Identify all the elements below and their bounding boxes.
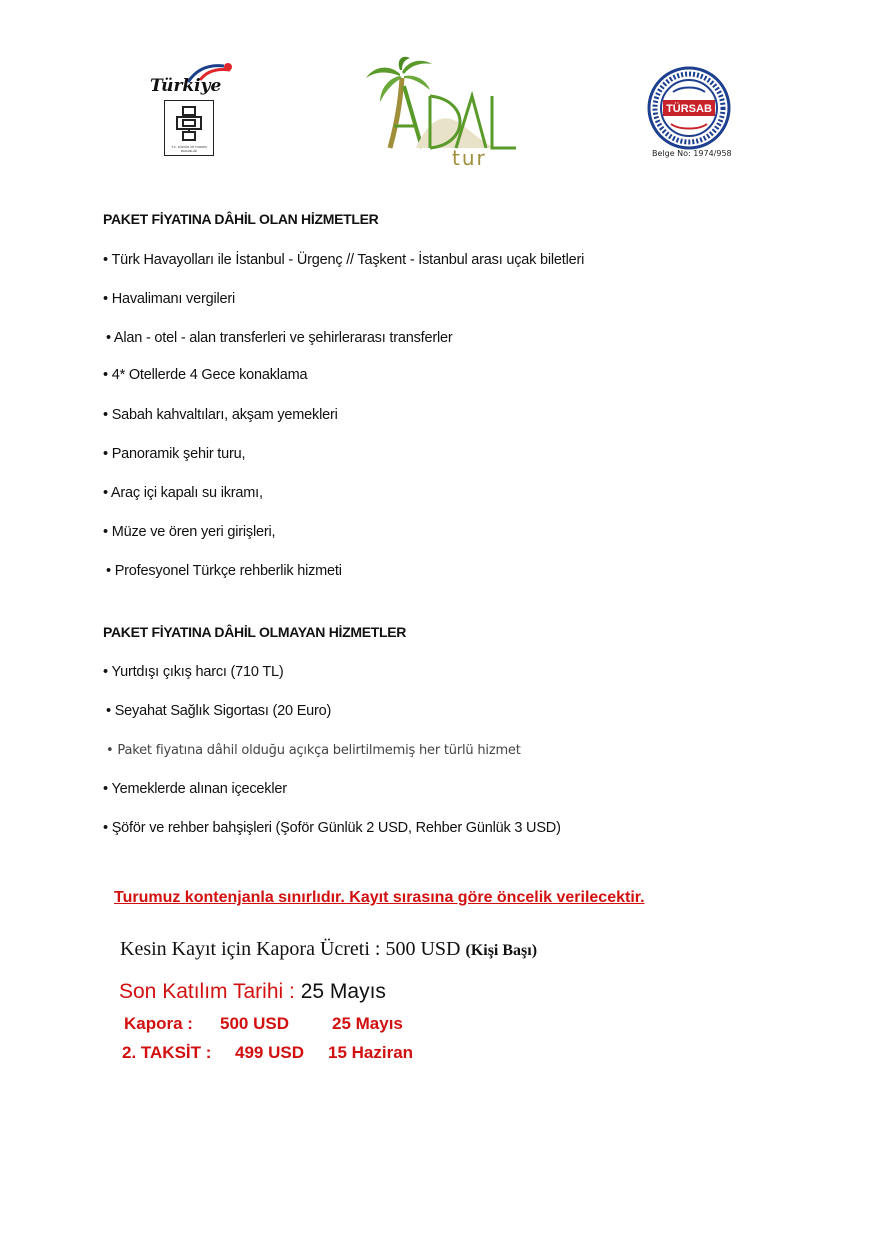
deadline-value: 25 Mayıs	[300, 980, 386, 1003]
included-heading: PAKET FİYATINA DÂHİL OLAN HİZMETLER	[103, 211, 379, 227]
list-item: • Seyahat Sağlık Sigortası (20 Euro)	[106, 703, 332, 719]
payment-label: Kapora :	[124, 1014, 193, 1033]
payment-date: 25 Mayıs	[332, 1014, 403, 1033]
tursab-logo	[647, 66, 731, 150]
list-item: • Panoramik şehir turu,	[103, 446, 246, 462]
list-item: • Sabah kahvaltıları, akşam yemekleri	[103, 407, 338, 423]
list-item: • Müze ve ören yeri girişleri,	[103, 524, 276, 540]
list-item: • Alan - otel - alan transferleri ve şehirlerarası transferler	[106, 330, 453, 346]
list-item: • Profesyonel Türkçe rehberlik hizmeti	[106, 563, 342, 579]
ada-tur-wordmark: tur	[452, 146, 487, 170]
list-item: • Şöför ve rehber bahşişleri (Şoför Günlük 2 USD, Rehber Günlük 3 USD)	[103, 820, 561, 836]
list-item: • Paket fiyatına dâhil olduğu açıkça belirtilmemiş her türlü hizmet	[106, 743, 521, 758]
excluded-heading: PAKET FİYATINA DÂHİL OLMAYAN HİZMETLER	[103, 624, 407, 640]
payment-row-deposit	[124, 1014, 403, 1034]
ada-tur-logo	[360, 56, 520, 166]
turkiye-wordmark: Türkiye	[150, 76, 222, 96]
list-item: • Yemeklerde alınan içecekler	[103, 781, 287, 797]
logo-row	[0, 0, 876, 190]
ministry-emblem	[164, 100, 214, 156]
deposit-label: Kesin Kayıt için Kapora Ücreti : 500 USD	[120, 938, 461, 960]
list-item: • Havalimanı vergileri	[103, 291, 236, 307]
payment-row-installment	[122, 1043, 413, 1063]
ministry-caption: T.C. KÜLTÜR VE TURİZM BAKANLIĞI	[171, 145, 207, 153]
payment-date: 15 Haziran	[328, 1043, 414, 1062]
deposit-line	[120, 938, 537, 961]
deadline-label: Son Katılım Tarihi :	[119, 980, 295, 1003]
payment-label: 2. TAKSİT :	[122, 1043, 212, 1062]
ministry-knot-icon	[173, 105, 205, 143]
deposit-note: (Kişi Başı)	[465, 942, 538, 959]
list-item: • Araç içi kapalı su ikramı,	[103, 485, 263, 501]
tursab-name: TÜRSAB	[666, 103, 712, 115]
payment-amount: 500 USD	[220, 1014, 289, 1033]
tursab-seal-icon	[647, 66, 731, 150]
list-item: • Yurtdışı çıkış harcı (710 TL)	[103, 664, 284, 680]
turkiye-logo	[148, 62, 238, 158]
tursab-license-number: Belge No: 1974/958	[652, 149, 732, 158]
deadline-line	[119, 980, 386, 1004]
list-item: • Türk Havayolları ile İstanbul - Ürgenç // Taşkent - İstanbul arası uçak biletleri	[103, 252, 585, 268]
payment-amount: 499 USD	[235, 1043, 304, 1062]
list-item: • 4* Otellerde 4 Gece konaklama	[103, 367, 308, 383]
quota-notice: Turumuz kontenjanla sınırlıdır. Kayıt sırasına göre öncelik verilecektir.	[114, 889, 645, 906]
palm-tree-icon	[360, 56, 520, 156]
